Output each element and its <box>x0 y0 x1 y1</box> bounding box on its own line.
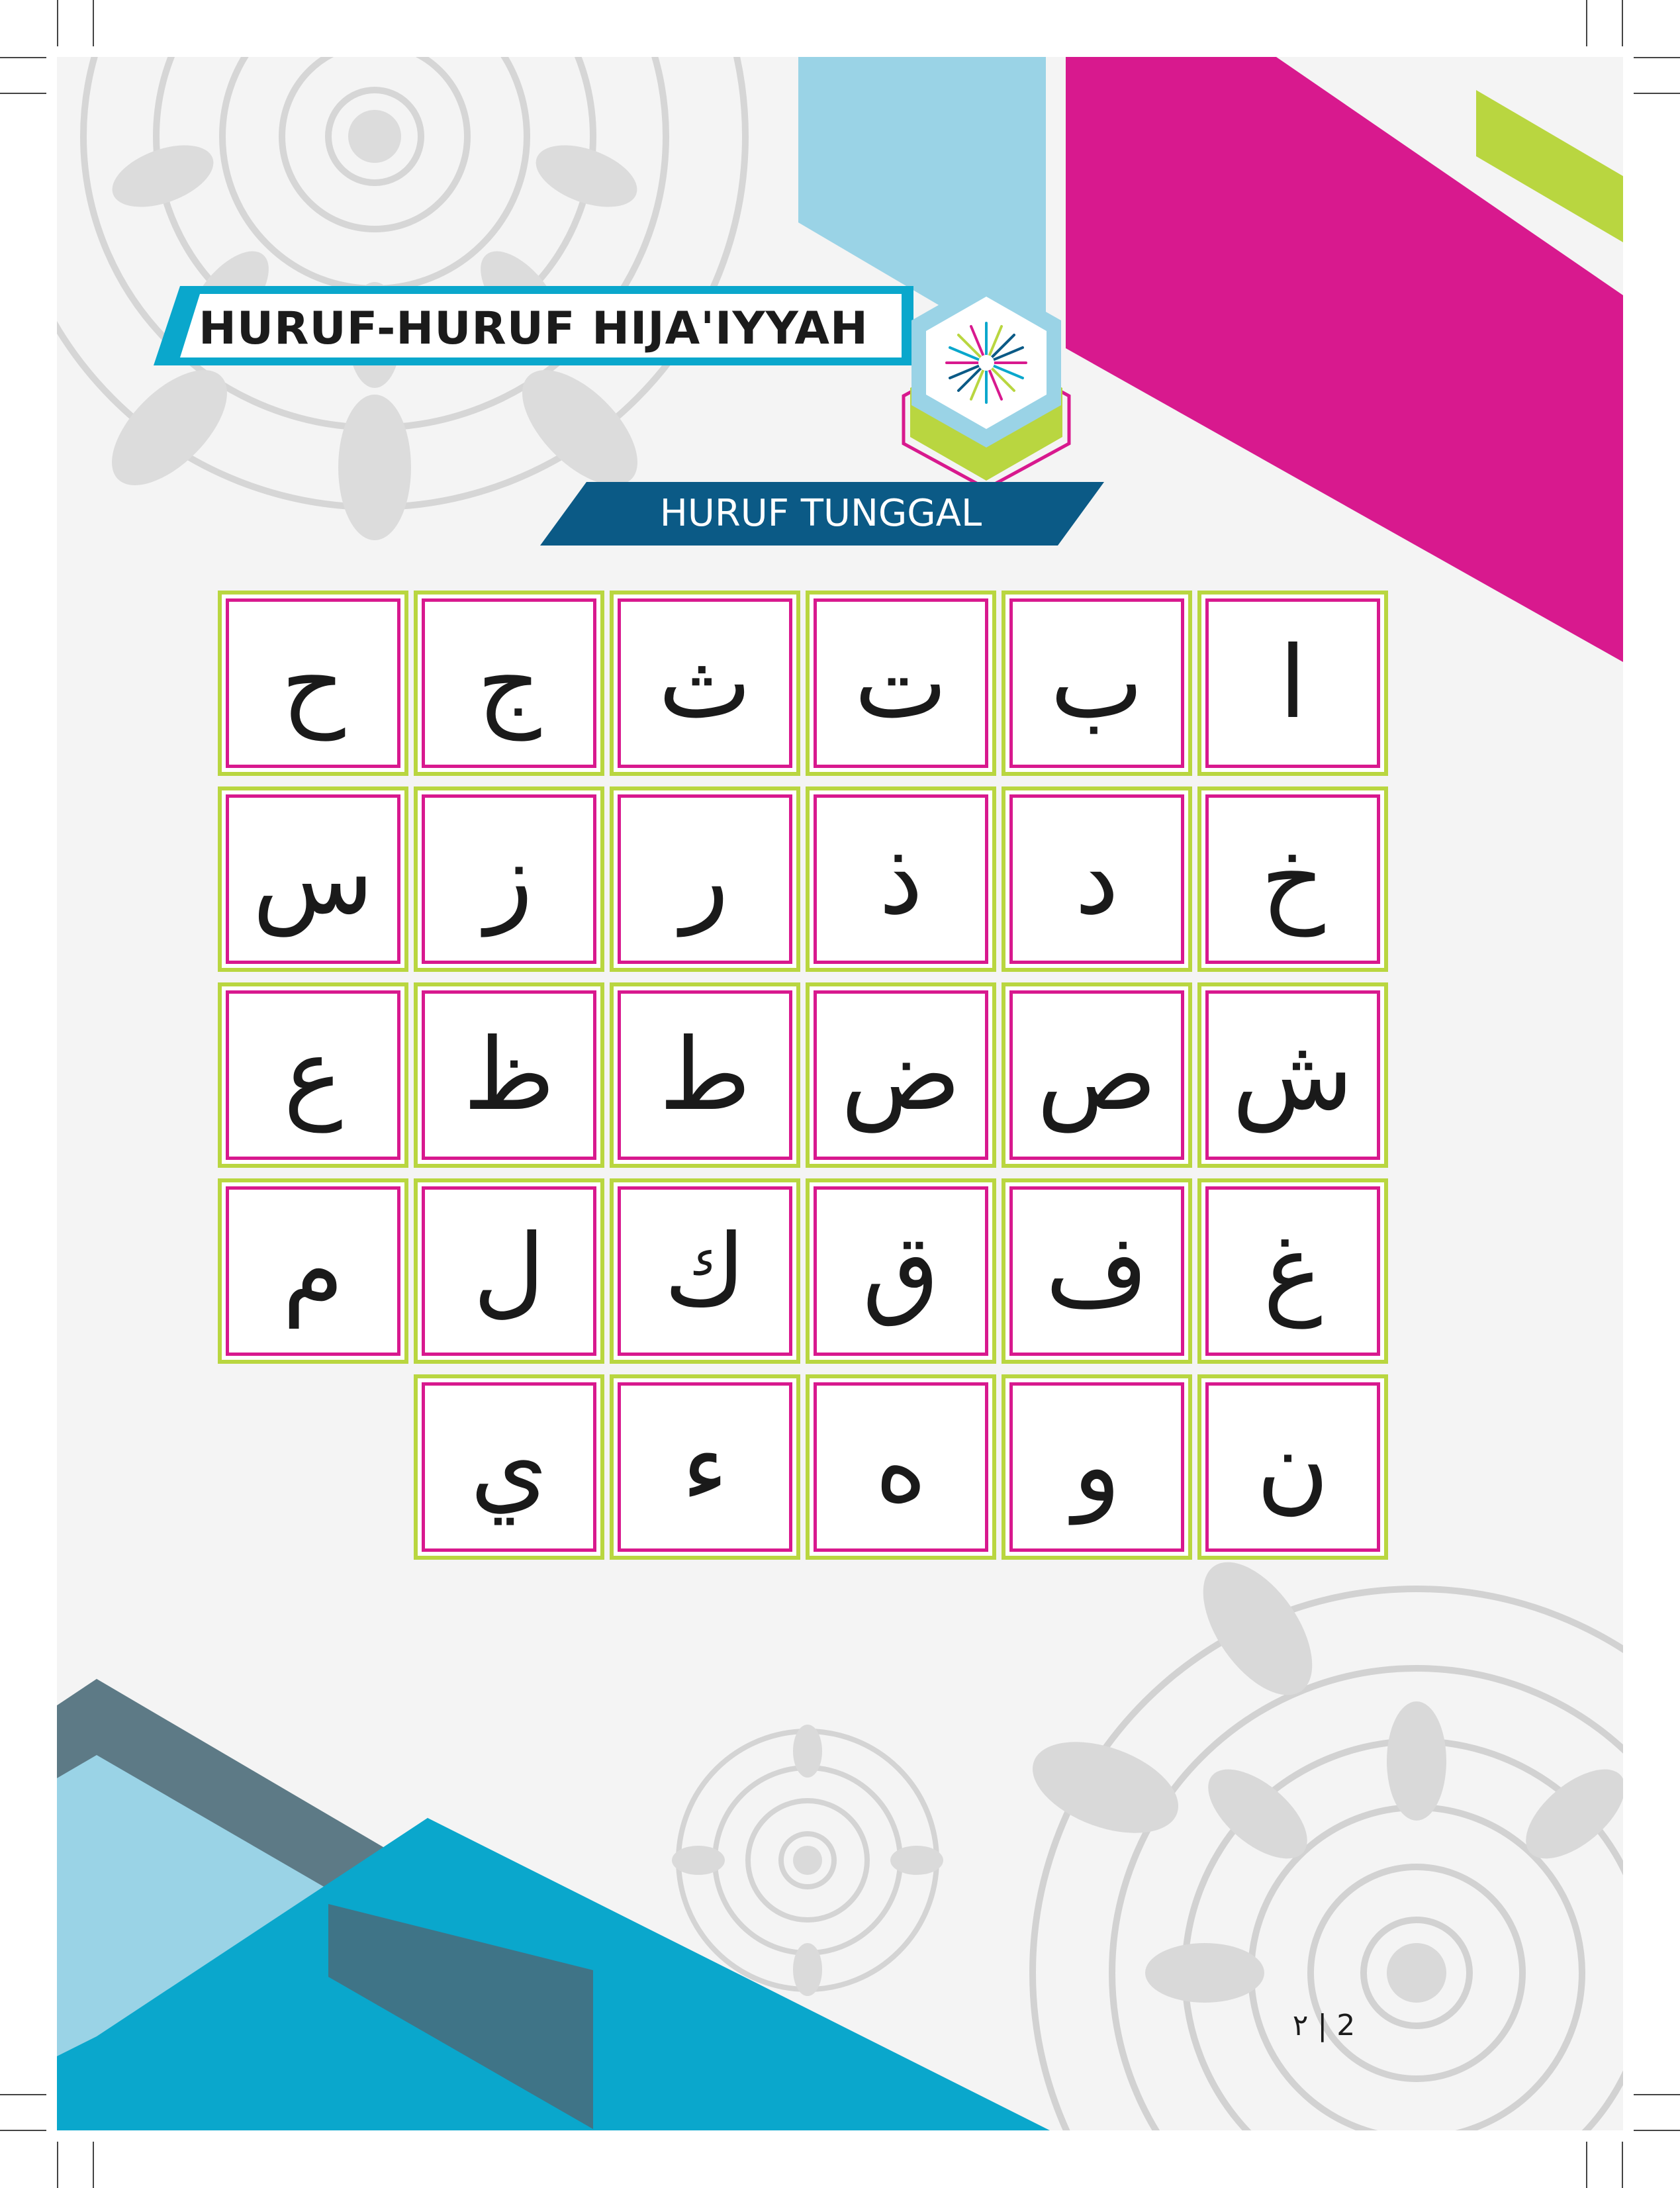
crop-mark <box>93 2142 94 2188</box>
letter: ه <box>874 1409 927 1525</box>
letter-tile <box>610 1374 800 1560</box>
letter-tile <box>806 1374 996 1560</box>
letter-tile <box>414 591 604 776</box>
crop-mark <box>57 2142 58 2188</box>
letter: ض <box>841 1018 961 1133</box>
letter-tile <box>1197 1374 1388 1560</box>
letter: م <box>282 1213 344 1329</box>
letter: س <box>252 822 374 937</box>
letter: ط <box>659 1018 751 1133</box>
letter-grid <box>218 591 1438 1557</box>
letter-tile <box>610 786 800 972</box>
letter: ف <box>1045 1213 1148 1329</box>
letter-tile <box>806 786 996 972</box>
letter: ش <box>1232 1018 1354 1133</box>
letter: ز <box>485 822 534 937</box>
letter: ذ <box>878 822 923 937</box>
letter: ظ <box>463 1018 555 1133</box>
crop-mark <box>1634 57 1680 58</box>
letter: د <box>1074 822 1119 937</box>
letter-tile <box>1002 1178 1192 1364</box>
letter: ر <box>680 822 729 937</box>
letter-tile <box>218 591 408 776</box>
letter-tile <box>610 982 800 1168</box>
letter-tile <box>1002 1374 1192 1560</box>
letter: ص <box>1037 1018 1157 1133</box>
letter: ي <box>470 1409 548 1525</box>
letter-tile <box>414 1178 604 1364</box>
letter-tile <box>806 1178 996 1364</box>
letter: ت <box>854 626 948 741</box>
letter-tile <box>1197 591 1388 776</box>
letter: ء <box>681 1409 729 1525</box>
letter: ا <box>1279 626 1307 741</box>
letter: ب <box>1050 626 1144 741</box>
letter-tile <box>1197 1178 1388 1364</box>
letter-tile <box>1002 982 1192 1168</box>
crop-mark <box>0 57 46 58</box>
letter-tile <box>414 786 604 972</box>
letter: غ <box>1263 1213 1323 1329</box>
letter: ق <box>862 1213 940 1329</box>
crop-mark <box>1622 2142 1623 2188</box>
letter: ع <box>283 1018 343 1133</box>
letter-tile <box>414 1374 604 1560</box>
crop-mark <box>1586 2142 1587 2188</box>
letter-tile <box>218 1178 408 1364</box>
letter: خ <box>1260 822 1325 937</box>
crop-mark <box>1586 0 1587 46</box>
crop-mark <box>1634 2130 1680 2131</box>
letter-tile <box>1197 786 1388 972</box>
letter: و <box>1072 1409 1121 1525</box>
letter-tile <box>806 982 996 1168</box>
crop-mark <box>57 0 58 46</box>
letter-tile <box>218 982 408 1168</box>
letter: ك <box>664 1213 746 1329</box>
letter-tile <box>610 1178 800 1364</box>
page-number: ٢ | 2 <box>1292 2009 1356 2042</box>
letter: ن <box>1256 1409 1330 1525</box>
letter-tile <box>610 591 800 776</box>
letter-tile <box>806 591 996 776</box>
letter-tile <box>1197 982 1388 1168</box>
crop-mark <box>0 2130 46 2131</box>
bottom-left-shapes <box>57 1580 1050 2130</box>
crop-mark <box>1622 0 1623 46</box>
letter: ث <box>658 626 752 741</box>
letter: ج <box>477 626 541 741</box>
crop-mark <box>1634 2094 1680 2095</box>
page-title: HURUF-HURUF HIJA'IYYAH <box>199 303 868 355</box>
crop-mark <box>0 2094 46 2095</box>
letter: ل <box>473 1213 545 1329</box>
section-title: HURUF TUNGGAL <box>659 492 982 535</box>
crop-mark <box>93 0 94 46</box>
letter-tile <box>1002 786 1192 972</box>
letter-tile <box>1002 591 1192 776</box>
crop-mark <box>0 93 46 94</box>
hexagon-starburst-icon <box>897 278 1076 490</box>
crop-mark <box>1634 93 1680 94</box>
letter-tile <box>414 982 604 1168</box>
letter-tile <box>218 786 408 972</box>
letter: ح <box>281 626 346 741</box>
